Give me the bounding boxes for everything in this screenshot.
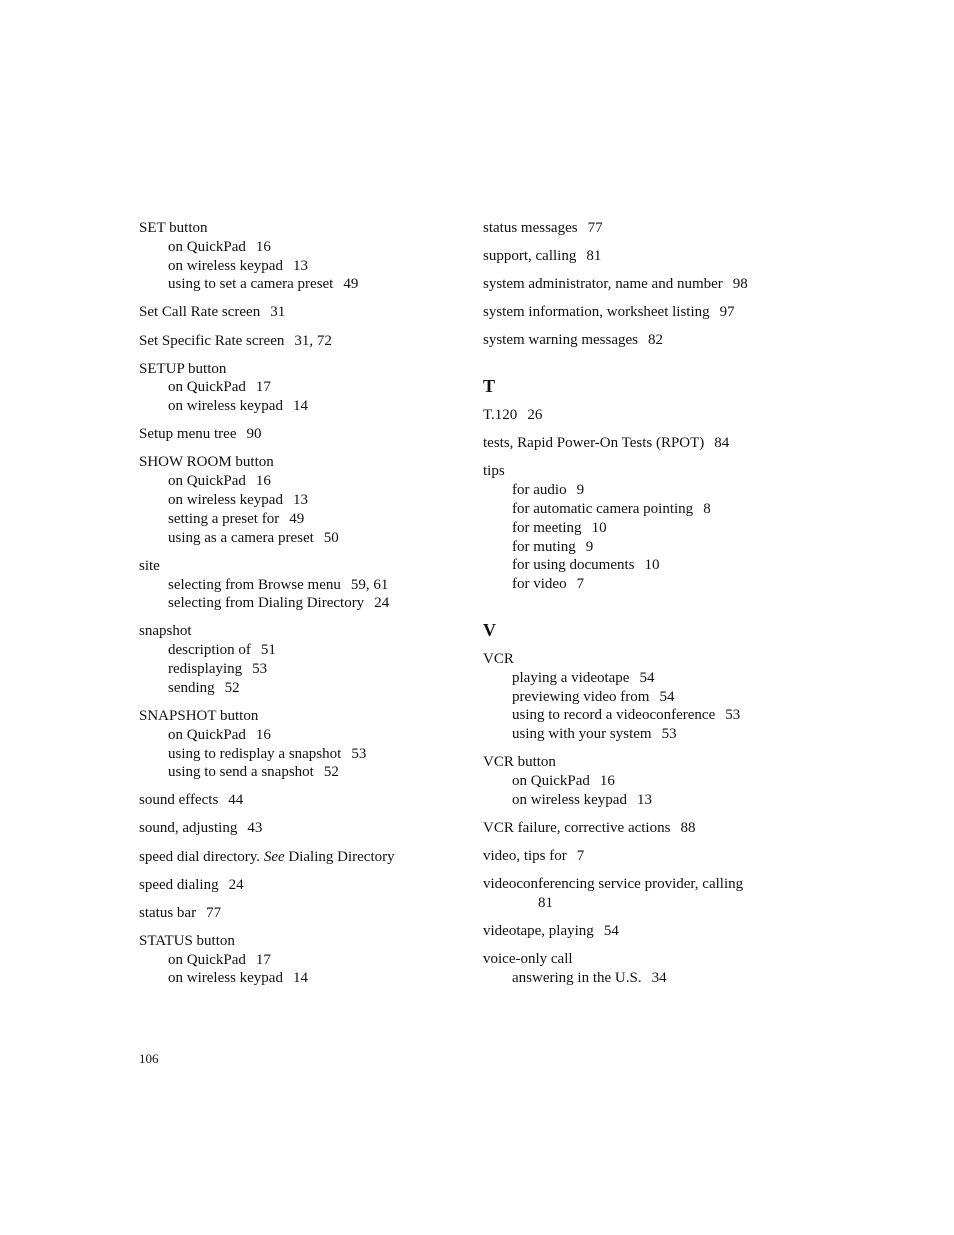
index-subentry: [139, 378, 469, 397]
index-subentry: [139, 969, 469, 988]
index-subentry: [483, 519, 813, 538]
index-entry: [139, 904, 469, 923]
page-reference: 34: [651, 969, 667, 986]
subentry-text: on QuickPad: [512, 773, 590, 790]
see-reference: See: [263, 848, 285, 865]
page-reference: 88: [680, 819, 696, 836]
index-term: status bar: [139, 904, 197, 921]
index-term: speed dial directory.: [139, 848, 261, 865]
page-reference: 13: [636, 791, 652, 808]
index-term-line: [483, 650, 813, 669]
index-entry: [483, 819, 813, 838]
index-subentry: [139, 679, 469, 698]
index-entry: [139, 707, 469, 782]
index-term: VCR failure, corrective actions: [483, 819, 671, 836]
index-subentry: [483, 706, 813, 725]
index-term: STATUS button: [139, 932, 235, 949]
page-reference: 53: [252, 661, 268, 678]
index-term-line: [139, 360, 469, 379]
index-term: Setup menu tree: [139, 426, 237, 443]
subentry-text: on wireless keypad: [512, 791, 627, 808]
index-entry: [483, 753, 813, 809]
page-reference: 50: [323, 529, 339, 546]
subentry-text: selecting from Browse menu: [168, 576, 341, 593]
page-reference: 16: [255, 726, 271, 743]
index-term-line: [139, 622, 469, 641]
index-entry: [139, 622, 469, 697]
index-term: tips: [483, 463, 505, 480]
index-subentry: [139, 745, 469, 764]
page-reference: 53: [661, 726, 677, 743]
index-entry: [139, 303, 469, 322]
index-term-line: [483, 462, 813, 481]
index-term: sound, adjusting: [139, 820, 238, 837]
page-reference: 14: [292, 398, 308, 415]
page-reference: 97: [719, 304, 735, 321]
index-term-line: [483, 219, 813, 238]
page-reference: 49: [289, 510, 305, 527]
index-entry: [139, 876, 469, 895]
index-term: sound effects: [139, 792, 219, 809]
index-subentry: [139, 238, 469, 257]
subentry-text: on QuickPad: [168, 726, 246, 743]
index-term: system warning messages: [483, 332, 638, 349]
index-term: VCR: [483, 650, 514, 667]
subentry-text: for audio: [512, 482, 567, 499]
subentry-text: for video: [512, 576, 567, 593]
index-subentry: [139, 951, 469, 970]
subentry-text: on wireless keypad: [168, 398, 283, 415]
page-reference: 82: [647, 332, 663, 349]
index-subentry: [139, 510, 469, 529]
subentry-text: answering in the U.S.: [512, 969, 642, 986]
subentry-text: on QuickPad: [168, 238, 246, 255]
page-reference: 16: [599, 773, 615, 790]
index-entry: [483, 331, 813, 350]
section-letter-heading: T: [483, 376, 496, 397]
subentry-text: description of: [168, 642, 251, 659]
page-reference: 43: [247, 820, 263, 837]
index-term: Set Call Rate screen: [139, 304, 261, 321]
index-entry: [139, 453, 469, 547]
index-column-left: [139, 219, 469, 998]
subentry-text: on QuickPad: [168, 473, 246, 490]
page-reference: 14: [292, 970, 308, 987]
page-reference: 59, 61: [350, 576, 389, 593]
index-term: SHOW ROOM button: [139, 454, 274, 471]
index-term-line: [139, 453, 469, 472]
page-reference: 52: [323, 764, 339, 781]
index-term-line: [483, 303, 813, 322]
subentry-text: on QuickPad: [168, 379, 246, 396]
index-term: speed dialing: [139, 876, 219, 893]
index-term: VCR button: [483, 754, 556, 771]
index-term-line: [139, 791, 469, 810]
index-term-line: [483, 819, 813, 838]
page-reference: 17: [255, 379, 271, 396]
page-reference: 7: [576, 576, 585, 593]
subentry-text: using as a camera preset: [168, 529, 314, 546]
index-term-line: [483, 847, 813, 866]
page-reference: 31, 72: [294, 332, 332, 349]
index-term-line: [139, 332, 469, 351]
index-subentry: [483, 669, 813, 688]
index-entry: [483, 922, 813, 941]
index-entry: [483, 219, 813, 238]
subentry-text: sending: [168, 679, 215, 696]
index-entry: [483, 875, 813, 913]
page-reference: 54: [639, 669, 655, 686]
index-term-line: [139, 819, 469, 838]
page-reference: 49: [343, 276, 359, 293]
index-term-line: [139, 303, 469, 322]
page-reference: 90: [246, 426, 262, 443]
page-reference: 8: [703, 500, 711, 517]
index-term: videoconferencing service provider, calling: [483, 876, 744, 893]
index-subentry: [139, 726, 469, 745]
index-subentry: [139, 529, 469, 548]
page-reference: 10: [644, 557, 660, 574]
index-entry: [483, 650, 813, 744]
index-entry: [483, 406, 813, 425]
page-reference: 13: [292, 257, 308, 274]
index-term-line: [139, 707, 469, 726]
index-entry: [483, 462, 813, 594]
page-reference: 51: [260, 642, 276, 659]
index-term-line: [483, 753, 813, 772]
index-entry: [483, 247, 813, 266]
page-reference: 77: [587, 220, 603, 236]
page-reference: 24: [374, 595, 390, 612]
subentry-text: for automatic camera pointing: [512, 500, 694, 517]
subentry-text: using with your system: [512, 726, 652, 743]
index-term-line: [483, 922, 813, 941]
index-subentry: [139, 594, 469, 613]
index-subentry: [483, 538, 813, 557]
index-entry: [483, 303, 813, 322]
page-reference: 16: [255, 473, 271, 490]
subentry-text: on QuickPad: [168, 951, 246, 968]
index-subentry: [139, 660, 469, 679]
index-term-line: [483, 950, 813, 969]
index-entry: [139, 848, 469, 867]
index-term: T.120: [483, 407, 518, 424]
index-subentry: [483, 969, 813, 988]
subentry-text: on wireless keypad: [168, 492, 283, 509]
page-reference: 17: [255, 951, 271, 968]
subentry-text: on wireless keypad: [168, 970, 283, 987]
page-reference: 24: [228, 876, 244, 893]
subentry-text: using to redisplay a snapshot: [168, 745, 342, 762]
index-term-line: [483, 331, 813, 350]
index-subentry: [139, 641, 469, 660]
page-reference: 10: [591, 519, 607, 536]
index-term: video, tips for: [483, 848, 567, 864]
page-reference: 84: [714, 435, 730, 452]
index-entry: [139, 425, 469, 444]
index-subentry: [483, 791, 813, 810]
index-term-line: [139, 904, 469, 923]
index-term-line: [139, 848, 469, 867]
page-reference: 98: [732, 276, 748, 293]
index-term-line: [139, 219, 469, 238]
index-term: support, calling: [483, 248, 577, 265]
index-term-line: [139, 425, 469, 444]
page-reference: 44: [228, 792, 244, 809]
subentry-text: using to send a snapshot: [168, 764, 314, 781]
index-term-line: [483, 275, 813, 294]
index-entry: [139, 332, 469, 351]
page-reference: 53: [351, 745, 367, 762]
see-target: Dialing Directory: [288, 848, 395, 865]
index-subentry: [483, 556, 813, 575]
index-term-line: [139, 876, 469, 895]
index-entry: [139, 932, 469, 988]
page-reference: 77: [206, 904, 222, 921]
index-term-line: [483, 406, 813, 425]
page-reference: 53: [725, 707, 741, 724]
index-term-line: [483, 247, 813, 266]
index-entry: [483, 275, 813, 294]
index-term: SET button: [139, 220, 208, 236]
subentry-text: for muting: [512, 538, 576, 555]
subentry-text: previewing video from: [512, 688, 650, 705]
index-column-right: [483, 219, 813, 997]
page-reference: 31: [270, 304, 286, 321]
index-entry: [139, 791, 469, 810]
page-reference: 16: [255, 238, 271, 255]
index-entry: [483, 950, 813, 988]
index-subentry: [139, 491, 469, 510]
index-subentry: [483, 772, 813, 791]
subentry-text: redisplaying: [168, 661, 243, 678]
page-reference: 54: [603, 922, 619, 939]
page-reference: 54: [659, 688, 675, 705]
index-subentry: [139, 275, 469, 294]
subentry-text: selecting from Dialing Directory: [168, 595, 365, 612]
index-term: snapshot: [139, 623, 192, 640]
page-reference: 9: [576, 482, 585, 499]
index-term: videotape, playing: [483, 922, 594, 939]
index-term: system administrator, name and number: [483, 276, 723, 293]
subentry-text: using to record a videoconference: [512, 707, 716, 724]
index-subentry: [483, 481, 813, 500]
index-subentry: [139, 397, 469, 416]
index-term: tests, Rapid Power-On Tests (RPOT): [483, 435, 705, 452]
index-entry: [483, 847, 813, 866]
subentry-text: on wireless keypad: [168, 257, 283, 274]
index-subentry: [139, 576, 469, 595]
index-term-line: [483, 875, 813, 894]
page-reference: 52: [224, 679, 240, 696]
index-subentry: [139, 763, 469, 782]
index-term-line: [139, 932, 469, 951]
page-reference: 7: [576, 848, 585, 864]
index-entry: [139, 219, 469, 294]
index-term: Set Specific Rate screen: [139, 332, 285, 349]
index-term: SETUP button: [139, 360, 227, 377]
index-term: system information, worksheet listing: [483, 304, 710, 321]
page-reference: 81: [538, 894, 553, 911]
page-reference: 13: [292, 492, 308, 509]
index-subentry: [483, 688, 813, 707]
index-term-line: [139, 557, 469, 576]
index-subentry: [483, 500, 813, 519]
index-term-line: [483, 434, 813, 453]
index-subentry: [483, 575, 813, 594]
subentry-text: playing a videotape: [512, 669, 630, 686]
section-letter-heading: V: [483, 619, 496, 640]
index-entry: [139, 557, 469, 613]
subentry-text: for meeting: [512, 519, 582, 536]
page-reference: 26: [527, 407, 543, 424]
subentry-text: for using documents: [512, 557, 635, 574]
index-term: site: [139, 557, 160, 574]
index-term: voice-only call: [483, 951, 573, 968]
page-number: 106: [139, 1051, 159, 1066]
subentry-text: using to set a camera preset: [168, 276, 334, 293]
index-subentry: [139, 257, 469, 276]
index-term: status messages: [483, 220, 578, 236]
index-subentry: [483, 725, 813, 744]
index-entry: [139, 819, 469, 838]
page-reference: 81: [586, 248, 602, 265]
subentry-text: setting a preset for: [168, 510, 280, 527]
index-subentry: [139, 472, 469, 491]
index-entry: [483, 434, 813, 453]
index-term: SNAPSHOT button: [139, 707, 259, 724]
index-entry: [139, 360, 469, 416]
page-reference: 9: [585, 538, 594, 555]
